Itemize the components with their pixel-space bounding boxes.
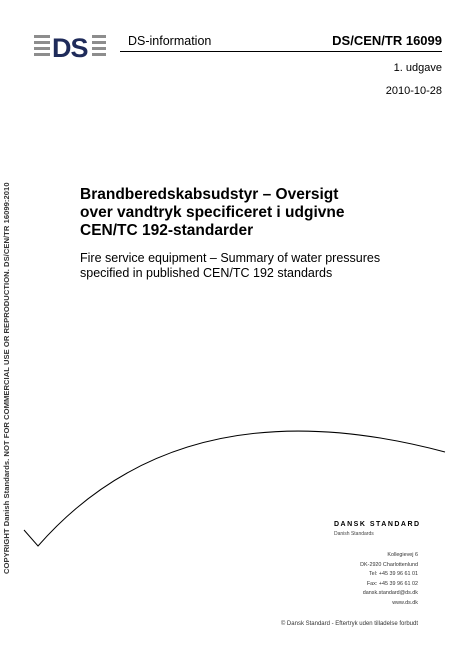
publisher-subtitle: Danish Standards [334, 531, 374, 537]
document-number: DS/CEN/TR 16099 [332, 33, 442, 48]
address-line: Fax: +45 39 96 61 02 [366, 580, 418, 587]
title-english-line: specified in published CEN/TC 192 standards [80, 266, 333, 280]
publication-date: 2010-10-28 [385, 85, 442, 97]
title-danish-line: over vandtryk specificeret i udgivne [80, 204, 345, 221]
address-line: Kollegievej 6 [387, 552, 418, 558]
address-line: dansk.standard@ds.dk [362, 590, 418, 597]
document-type: DS-information [128, 34, 212, 48]
publisher-address [300, 551, 418, 609]
address-line: DK-2920 Charlottenlund [360, 561, 418, 568]
address-line: Tel: +45 39 96 61 01 [368, 571, 418, 578]
title-danish-line: Brandberedskabsudstyr – Oversigt [80, 186, 339, 203]
ds-logo-text: DS [52, 33, 88, 62]
title-english-line: Fire service equipment – Summary of water pressures [80, 251, 381, 265]
side-copyright-notice: COPYRIGHT Danish Standards. NOT FOR COMMERCIAL USE OR REPRODUCTION. DS/CEN/TR 16099:2010 [2, 182, 11, 574]
copyright-notice: © Dansk Standard - Eftertryk uden tilladelse forbudt [280, 621, 418, 627]
title-danish-line: CEN/TC 192-standarder [80, 222, 254, 239]
edition: 1. udgave [393, 62, 442, 74]
address-line: www.ds.dk [392, 599, 418, 606]
publisher-name: DANSK STANDARD [334, 521, 421, 528]
